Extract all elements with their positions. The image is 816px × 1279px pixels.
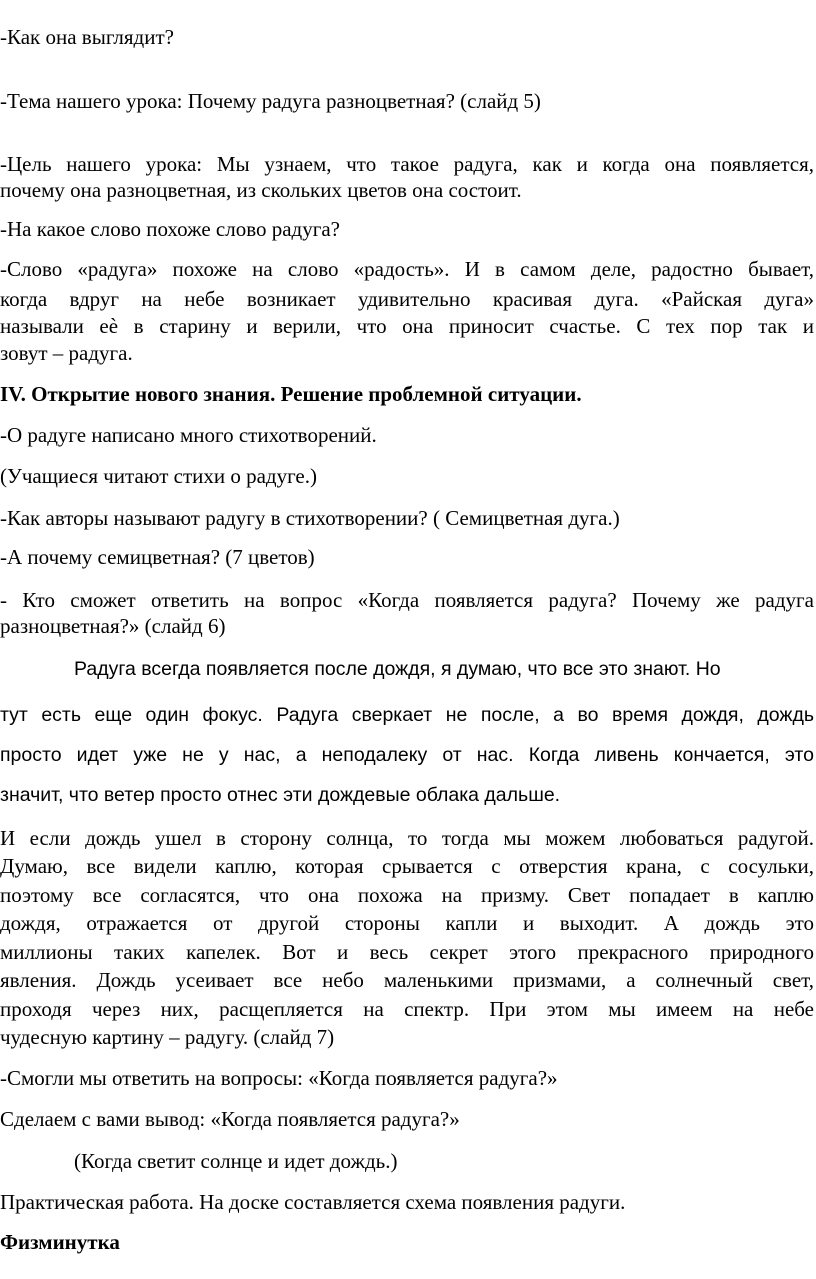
text-line: Радуга всегда появляется после дождя, я думаю, что все это знают. Но: [74, 658, 721, 680]
section-heading: Физминутка: [0, 1230, 120, 1254]
text-line: зовут – радуга.: [0, 341, 133, 365]
text-line: тут есть еще один фокус. Радуга сверкает не после, а во время дождя, дождь: [0, 704, 814, 726]
text-line: - Кто сможет ответить на вопрос «Когда появляется радуга? Почему же радуга: [0, 588, 814, 612]
text-line: -Как авторы называют радугу в стихотворении? ( Семицветная дуга.): [0, 506, 620, 530]
text-line: разноцветная?» (слайд 6): [0, 614, 226, 638]
text-line: Сделаем с вами вывод: «Когда появляется радуга?»: [0, 1107, 460, 1131]
text-line: -Слово «радуга» похоже на слово «радость». И в самом деле, радостно бывает,: [0, 257, 814, 281]
text-line: дождя, отражается от другой стороны капли и выходит. А дождь это: [0, 911, 814, 935]
text-line: значит, что ветер просто отнес эти дождевые облака дальше.: [0, 784, 561, 806]
text-line: называли еѐ в старину и верили, что она приносит счастье. С тех пор так и: [0, 314, 814, 338]
text-line: -Как она выглядит?: [0, 25, 174, 49]
text-line: -Цель нашего урока: Мы узнаем, что такое радуга, как и когда она появляется,: [0, 152, 814, 176]
text-line: (Когда светит солнце и идет дождь.): [74, 1149, 398, 1173]
text-line: Думаю, все видели каплю, которая срывается с отверстия крана, с сосульки,: [0, 854, 814, 878]
text-line: Практическая работа. На доске составляется схема появления радуги.: [0, 1190, 626, 1214]
text-line: -А почему семицветная? (7 цветов): [0, 545, 315, 569]
text-line: просто идет уже не у нас, а неподалеку от нас. Когда ливень кончается, это: [0, 744, 814, 766]
text-line: поэтому все согласятся, что она похожа на призму. Свет попадает в каплю: [0, 883, 814, 907]
text-line: чудесную картину – радугу. (слайд 7): [0, 1025, 335, 1049]
text-line: -О радуге написано много стихотворений.: [0, 423, 377, 447]
text-line: (Учащиеся читают стихи о радуге.): [0, 464, 317, 488]
text-line: миллионы таких капелек. Вот и весь секрет этого прекрасного природного: [0, 940, 814, 964]
text-line: -На какое слово похоже слово радуга?: [0, 217, 340, 241]
text-line: почему она разноцветная, из скольких цветов она состоит.: [0, 178, 522, 202]
text-line: когда вдруг на небе возникает удивительно красивая дуга. «Райская дуга»: [0, 287, 814, 311]
text-line: -Смогли мы ответить на вопросы: «Когда появляется радуга?»: [0, 1066, 558, 1090]
text-line: И если дождь ушел в сторону солнца, то тогда мы можем любоваться радугой.: [0, 826, 814, 850]
section-heading: IV. Открытие нового знания. Решение проблемной ситуации.: [0, 382, 582, 406]
text-line: -Тема нашего урока: Почему радуга разноцветная? (слайд 5): [0, 89, 541, 113]
text-line: проходя через них, расщепляется на спектр. При этом мы имеем на небе: [0, 997, 814, 1021]
text-line: явления. Дождь усеивает все небо маленькими призмами, а солнечный свет,: [0, 968, 814, 992]
